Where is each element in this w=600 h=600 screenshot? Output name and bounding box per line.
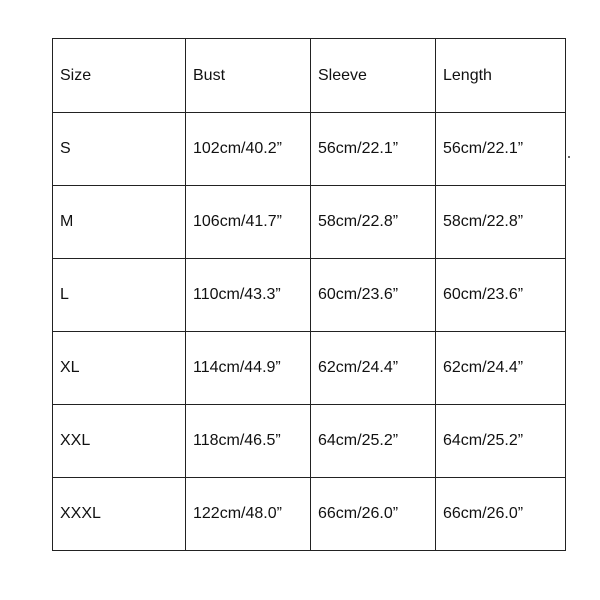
table-body xyxy=(53,113,566,551)
table-row xyxy=(53,186,566,259)
size-chart-table xyxy=(52,38,566,551)
cell-length: 56cm/22.1” xyxy=(436,113,566,186)
cell-bust: 118cm/46.5” xyxy=(186,405,311,478)
table-header xyxy=(53,39,566,113)
table-row xyxy=(53,478,566,551)
cell-size: M xyxy=(53,186,186,259)
cell-sleeve: 66cm/26.0” xyxy=(311,478,436,551)
table-row xyxy=(53,332,566,405)
cell-bust: 114cm/44.9” xyxy=(186,332,311,405)
cell-length: 66cm/26.0” xyxy=(436,478,566,551)
table-row xyxy=(53,259,566,332)
cell-length: 62cm/24.4” xyxy=(436,332,566,405)
cell-size: XXL xyxy=(53,405,186,478)
header-size: Size xyxy=(53,39,186,113)
header-bust: Bust xyxy=(186,39,311,113)
cell-size: XXXL xyxy=(53,478,186,551)
cell-sleeve: 62cm/24.4” xyxy=(311,332,436,405)
header-length: Length xyxy=(436,39,566,113)
cell-bust: 110cm/43.3” xyxy=(186,259,311,332)
cell-bust: 102cm/40.2” xyxy=(186,113,311,186)
table-row xyxy=(53,405,566,478)
cell-sleeve: 60cm/23.6” xyxy=(311,259,436,332)
cell-size: XL xyxy=(53,332,186,405)
cell-length: 64cm/25.2” xyxy=(436,405,566,478)
header-sleeve: Sleeve xyxy=(311,39,436,113)
cell-size: L xyxy=(53,259,186,332)
cell-bust: 122cm/48.0” xyxy=(186,478,311,551)
stray-dot xyxy=(568,156,570,158)
cell-sleeve: 56cm/22.1” xyxy=(311,113,436,186)
table-row xyxy=(53,113,566,186)
header-row xyxy=(53,39,566,113)
cell-sleeve: 58cm/22.8” xyxy=(311,186,436,259)
cell-sleeve: 64cm/25.2” xyxy=(311,405,436,478)
cell-bust: 106cm/41.7” xyxy=(186,186,311,259)
cell-size: S xyxy=(53,113,186,186)
cell-length: 58cm/22.8” xyxy=(436,186,566,259)
cell-length: 60cm/23.6” xyxy=(436,259,566,332)
